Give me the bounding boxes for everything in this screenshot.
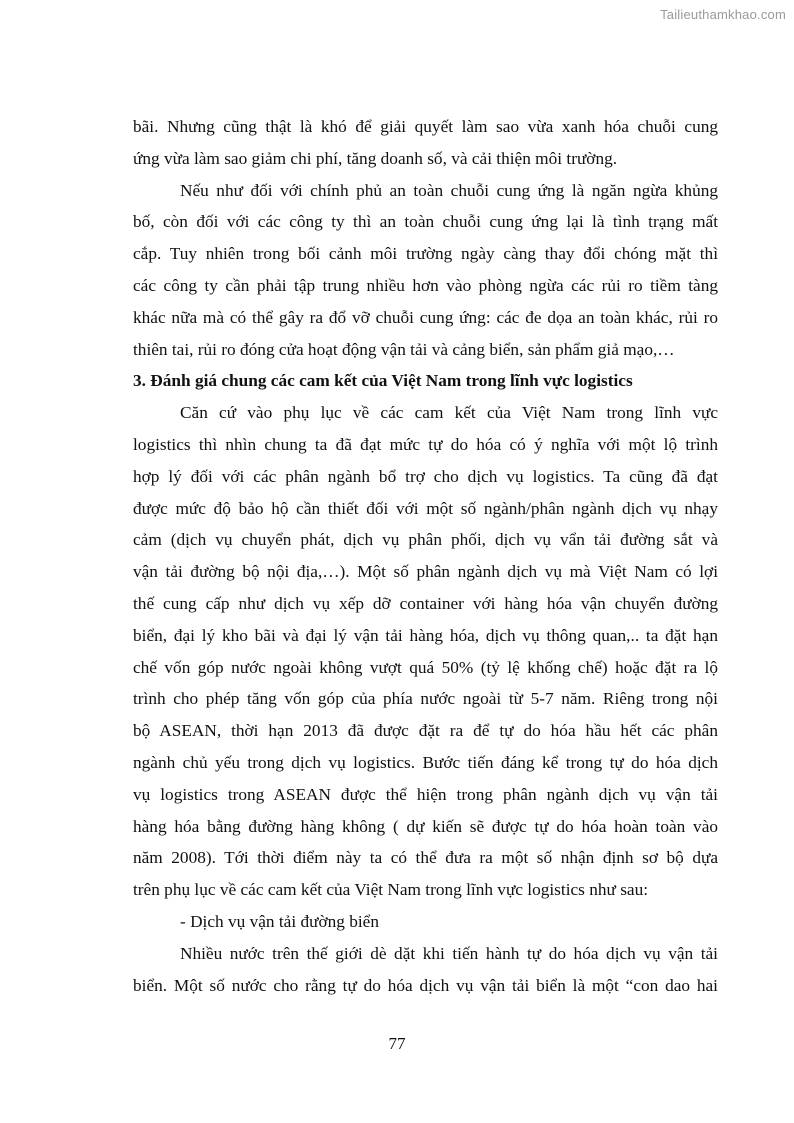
text-line: hợp lý đối với các phân ngành bổ trợ cho dịch vụ logistics. Ta cũng đã đạt	[133, 466, 718, 486]
text-line: Nếu như đối với chính phủ an toàn chuỗi cung ứng là ngăn ngừa khủng	[180, 180, 718, 200]
text-line: logistics thì nhìn chung ta đã đạt mức tự do hóa có ý nghĩa với một lộ trình	[133, 434, 718, 454]
watermark: Tailieuthamkhao.com	[660, 7, 786, 22]
section-heading: 3. Đánh giá chung các cam kết của Việt Nam trong lĩnh vực logistics	[133, 371, 633, 391]
text-line: cắp. Tuy nhiên trong bối cảnh môi trường ngày càng thay đổi chóng mặt thì	[133, 244, 718, 264]
text-line: thế cung cấp như dịch vụ xếp dỡ container với hàng hóa vận chuyển đường	[133, 593, 718, 613]
text-line: vụ logistics trong ASEAN được thể hiện trong phân ngành dịch vụ vận tải	[133, 784, 718, 804]
text-line: ngành chủ yếu trong dịch vụ logistics. Bước tiến đáng kể trong tự do hóa dịch	[133, 752, 718, 772]
text-line: năm 2008). Tới thời điểm này ta có thể đưa ra một số nhận định sơ bộ dựa	[133, 848, 718, 868]
document-body	[133, 111, 718, 1001]
text-line: khác nữa mà có thể gây ra đổ vỡ chuỗi cung ứng: các đe dọa an toàn khác, rủi ro	[133, 307, 718, 327]
text-line: bố, còn đối với các công ty thì an toàn chuỗi cung ứng lại là tình trạng mất	[133, 212, 718, 232]
text-line: bộ ASEAN, thời hạn 2013 đã được đặt ra để tự do hóa hầu hết các phân	[133, 721, 718, 741]
page-number: 77	[388, 1034, 406, 1053]
text-line: biển. Một số nước cho rằng tự do hóa dịch vụ vận tải biển là một “con dao hai	[133, 975, 718, 995]
text-line: cảm (dịch vụ chuyển phát, dịch vụ phân phối, dịch vụ vẩn tải đường sắt và	[133, 530, 718, 550]
text-line: vận tải đường bộ nội địa,…). Một số phân ngành dịch vụ mà Việt Nam có lợi	[133, 562, 718, 582]
text-line: ứng vừa làm sao giảm chi phí, tăng doanh số, và cải thiện môi trường.	[133, 148, 618, 168]
text-line: Nhiều nước trên thế giới dè dặt khi tiến hành tự do hóa dịch vụ vận tải	[180, 943, 718, 963]
text-line: các công ty cần phải tập trung nhiều hơn vào phòng ngừa các rủi ro tiềm tàng	[133, 275, 718, 295]
text-line: thiên tai, rủi ro đóng cửa hoạt động vận tải và cảng biển, sản phẩm giả mạo,…	[133, 339, 675, 359]
text-line: - Dịch vụ vận tải đường biển	[180, 911, 379, 931]
text-line: chế vốn góp nước ngoài không vượt quá 50% (tỷ lệ khống chế) hoặc đặt ra lộ	[133, 657, 718, 677]
text-line: biển, đại lý kho bãi và đại lý vận tải hàng hóa, dịch vụ thông quan,.. ta đặt hạn	[133, 625, 718, 645]
text-line: trên phụ lục về các cam kết của Việt Nam trong lĩnh vực logistics như sau:	[133, 880, 649, 900]
text-line: trình cho phép tăng vốn góp của phía nước ngoài từ 5-7 năm. Riêng trong nội	[133, 689, 718, 709]
text-line: được mức độ bảo hộ cần thiết đối với một số ngành/phân ngành dịch vụ nhạy	[133, 498, 718, 518]
text-line: bãi. Nhưng cũng thật là khó để giải quyết làm sao vừa xanh hóa chuỗi cung	[133, 117, 718, 136]
text-line: hàng hóa bằng đường hàng không ( dự kiến sẽ được tự do hóa hoàn toàn vào	[133, 816, 718, 836]
text-line: Căn cứ vào phụ lục về các cam kết của Việt Nam trong lĩnh vực	[180, 403, 718, 423]
